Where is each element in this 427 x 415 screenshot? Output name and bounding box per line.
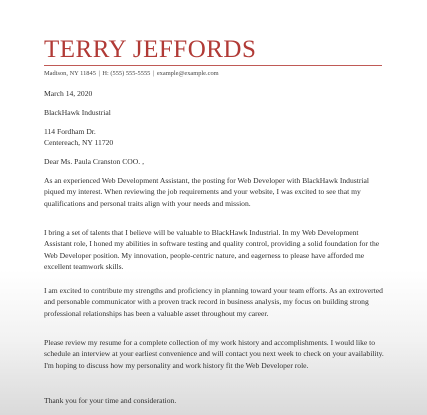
closing-line: Thank you for your time and consideration.	[44, 396, 177, 405]
recipient-street: 114 Fordham Dr.	[44, 127, 96, 136]
recipient-city: Centereach, NY 11720	[44, 138, 114, 148]
letter-date: March 14, 2020	[44, 89, 93, 98]
body-paragraph: Please review my resume for a complete collection of my work history and accomplishments. I would like to schedule an interview at your earliest convenience and will contact you next week to check on your availability. I'm hoping to discuss how my personality and work history fit the Web Developer role.	[44, 338, 384, 370]
recipient-company: BlackHawk Industrial	[44, 108, 111, 117]
body-paragraph: I bring a set of talents that I believe will be valuable to BlackHawk Industrial. In my Web Development Assistant role, I honed my abilities in software testing and quality control, providing a solid foundation for the Web Developer position. My innovation, people-centric nature, and eagerness to please have afforded me excellent teamwork skills.	[44, 228, 380, 272]
contact-separator: |	[98, 70, 100, 77]
body-paragraph: As an experienced Web Development Assistant, the posting for Web Developer with BlackHawk Industrial piqued my interest. When reviewing the job requirements and your website, I was excited to see that my qualifications and personal traits align with your needs and mission.	[44, 176, 369, 208]
contact-email: example@example.com	[156, 70, 219, 77]
salutation: Dear Ms. Paula Cranston COO. ,	[44, 157, 144, 166]
contact-phone: H: (555) 555-5555	[102, 70, 151, 77]
contact-line	[44, 70, 220, 78]
body-paragraph: I am excited to contribute my strengths and proficiency in planning toward your team efforts. As an extroverted and personable communicator with a proven track record in business analysis, my focus on building strong professional relationships has been a valuable asset throughout my career.	[44, 286, 383, 318]
header-divider	[44, 65, 382, 66]
contact-separator: |	[152, 70, 155, 77]
recipient-address	[44, 126, 384, 149]
applicant-name: TERRY JEFFORDS	[44, 36, 257, 63]
contact-address: Madison, NY 11845	[44, 70, 96, 77]
